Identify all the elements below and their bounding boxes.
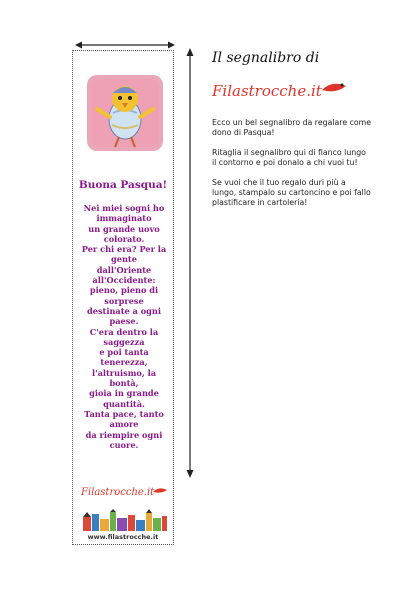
info-paragraph: Se vuoi che il tuo regalo duri più a lungo, stampalo su cartoncino e poi fallo plastificare in cartoleria!	[212, 178, 371, 207]
info-logo	[212, 74, 352, 102]
poem-line: amore	[109, 419, 139, 430]
poem-line: quantità.	[103, 398, 145, 409]
poem-line: C'era dentro la	[89, 326, 159, 337]
poem-line: gente	[111, 254, 137, 265]
poem-line: saggezza	[103, 336, 145, 347]
info-heading: Il segnalibro di	[212, 50, 320, 66]
poem-line: Tanta pace, tanto	[84, 408, 164, 419]
info-paragraph: Ritaglia il segnalibro qui di fianco lungo il contorno e poi donalo a chi vuoi tu!	[212, 148, 366, 167]
poem-line: destinate a ogni	[87, 305, 161, 316]
height-arrow	[185, 48, 195, 478]
poem-line: Per chi era? Per la	[81, 244, 167, 255]
poem-line: sorprese	[104, 295, 144, 306]
poem-line: bontà,	[109, 378, 139, 389]
bookmark-title: Buona Pasqua!	[78, 179, 168, 191]
poem-line: pieno, pieno di	[89, 285, 159, 296]
bookmark-url: www.filastrocche.it	[87, 533, 159, 541]
poem-line: Nei miei sogni ho	[83, 203, 165, 213]
poem-line: gioia in grande	[89, 388, 159, 399]
info-text	[212, 118, 372, 218]
poem-line: dall'Oriente	[96, 264, 152, 275]
poem-line: tenerezza,	[100, 357, 148, 368]
poem-line: paese.	[109, 316, 139, 327]
bird-icon	[153, 488, 167, 492]
poem-line: da riempire ogni	[85, 429, 163, 440]
easter-chick-illustration	[85, 73, 165, 153]
width-arrow	[75, 40, 175, 50]
bookmark-cutout	[72, 50, 174, 545]
poem-line: all'Occidente:	[92, 275, 156, 286]
poem-line: immaginato	[96, 213, 152, 224]
info-logo-text: Filastrocche.it	[212, 82, 322, 100]
poem-line: cuore.	[109, 439, 139, 450]
bookmark-poem	[77, 203, 171, 450]
poem-line: un grande uovo	[88, 223, 160, 234]
bookmark-logo	[81, 483, 169, 499]
poem-line: colorato.	[103, 233, 145, 244]
bookmark-logo-text: Filastrocche.it	[81, 487, 155, 498]
poem-line: e poi tanta	[99, 347, 149, 358]
info-paragraph: Ecco un bel segnalibro da regalare come dono di Pasqua!	[212, 118, 372, 137]
poem-line: l'altruismo, la	[91, 367, 157, 378]
village-illustration	[81, 509, 169, 531]
